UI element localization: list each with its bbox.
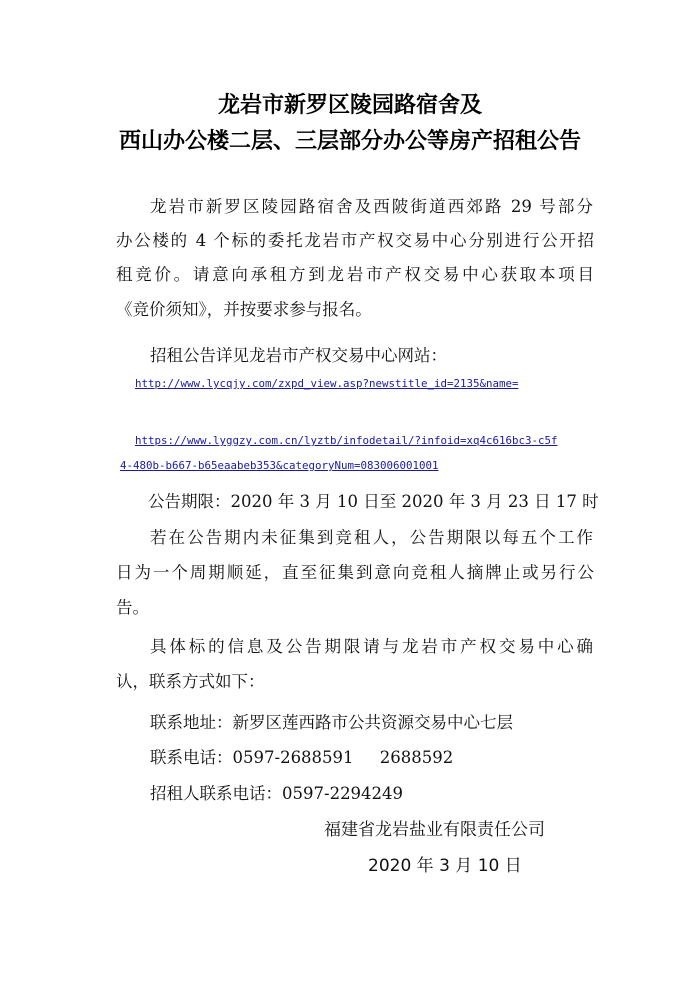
intro-line-4: 《竞价须知》，并按要求参与报名。 [116, 300, 372, 319]
contact-phone: 联系电话：0597-2688591 2688592 [150, 748, 454, 767]
title-line-2: 西山办公楼二层、三层部分办公等房产招租公告 [118, 129, 581, 154]
link-lyggzy-line-1[interactable]: https://www.lyggzy.com.cn/lyztb/infodetail/?infoid=xq4c616bc3-c5f [135, 434, 558, 447]
intro-line-3: 租竞价。请意向承租方到龙岩市产权交易中心获取本项目 [116, 265, 594, 284]
confirm-line-1: 具体标的信息及公告期限请与龙岩市产权交易中心确 [150, 637, 593, 656]
confirm-line-2: 认，联系方式如下： [116, 672, 265, 691]
website-intro: 招租公告详见龙岩市产权交易中心网站： [150, 346, 447, 365]
extension-line-2: 日为一个周期顺延，直至征集到意向竞租人摘牌止或另行公 [116, 563, 594, 582]
extension-line-1: 若在公告期内未征集到竞租人，公告期限以每五个工作 [150, 528, 593, 547]
intro-line-1: 龙岩市新罗区陵园路宿舍及西陂街道西郊路 29 号部分 [150, 197, 593, 216]
signature-company: 福建省龙岩盐业有限责任公司 [324, 820, 545, 840]
notice-period: 公告期限：2020 年 3 月 10 日至 2020 年 3 月 23 日 17 时 [148, 492, 599, 511]
intro-line-2: 办公楼的 4 个标的委托龙岩市产权交易中心分别进行公开招 [116, 231, 594, 250]
lessor-phone: 招租人联系电话：0597-2294249 [150, 784, 404, 803]
signature-date: 2020 年 3 月 10 日 [368, 856, 522, 876]
contact-address: 联系地址：新罗区莲西路市公共资源交易中心七层 [150, 713, 513, 732]
link-lyggzy-line-2[interactable]: 4-480b-b667-b65eaabeb353&categoryNum=083006001001 [120, 459, 439, 472]
title-line-1: 龙岩市新罗区陵园路宿舍及 [217, 93, 482, 118]
link-lycqjy[interactable]: http://www.lycqjy.com/zxpd_view.asp?newstitle_id=2135&name= [135, 377, 519, 390]
extension-line-3: 告。 [116, 598, 149, 617]
